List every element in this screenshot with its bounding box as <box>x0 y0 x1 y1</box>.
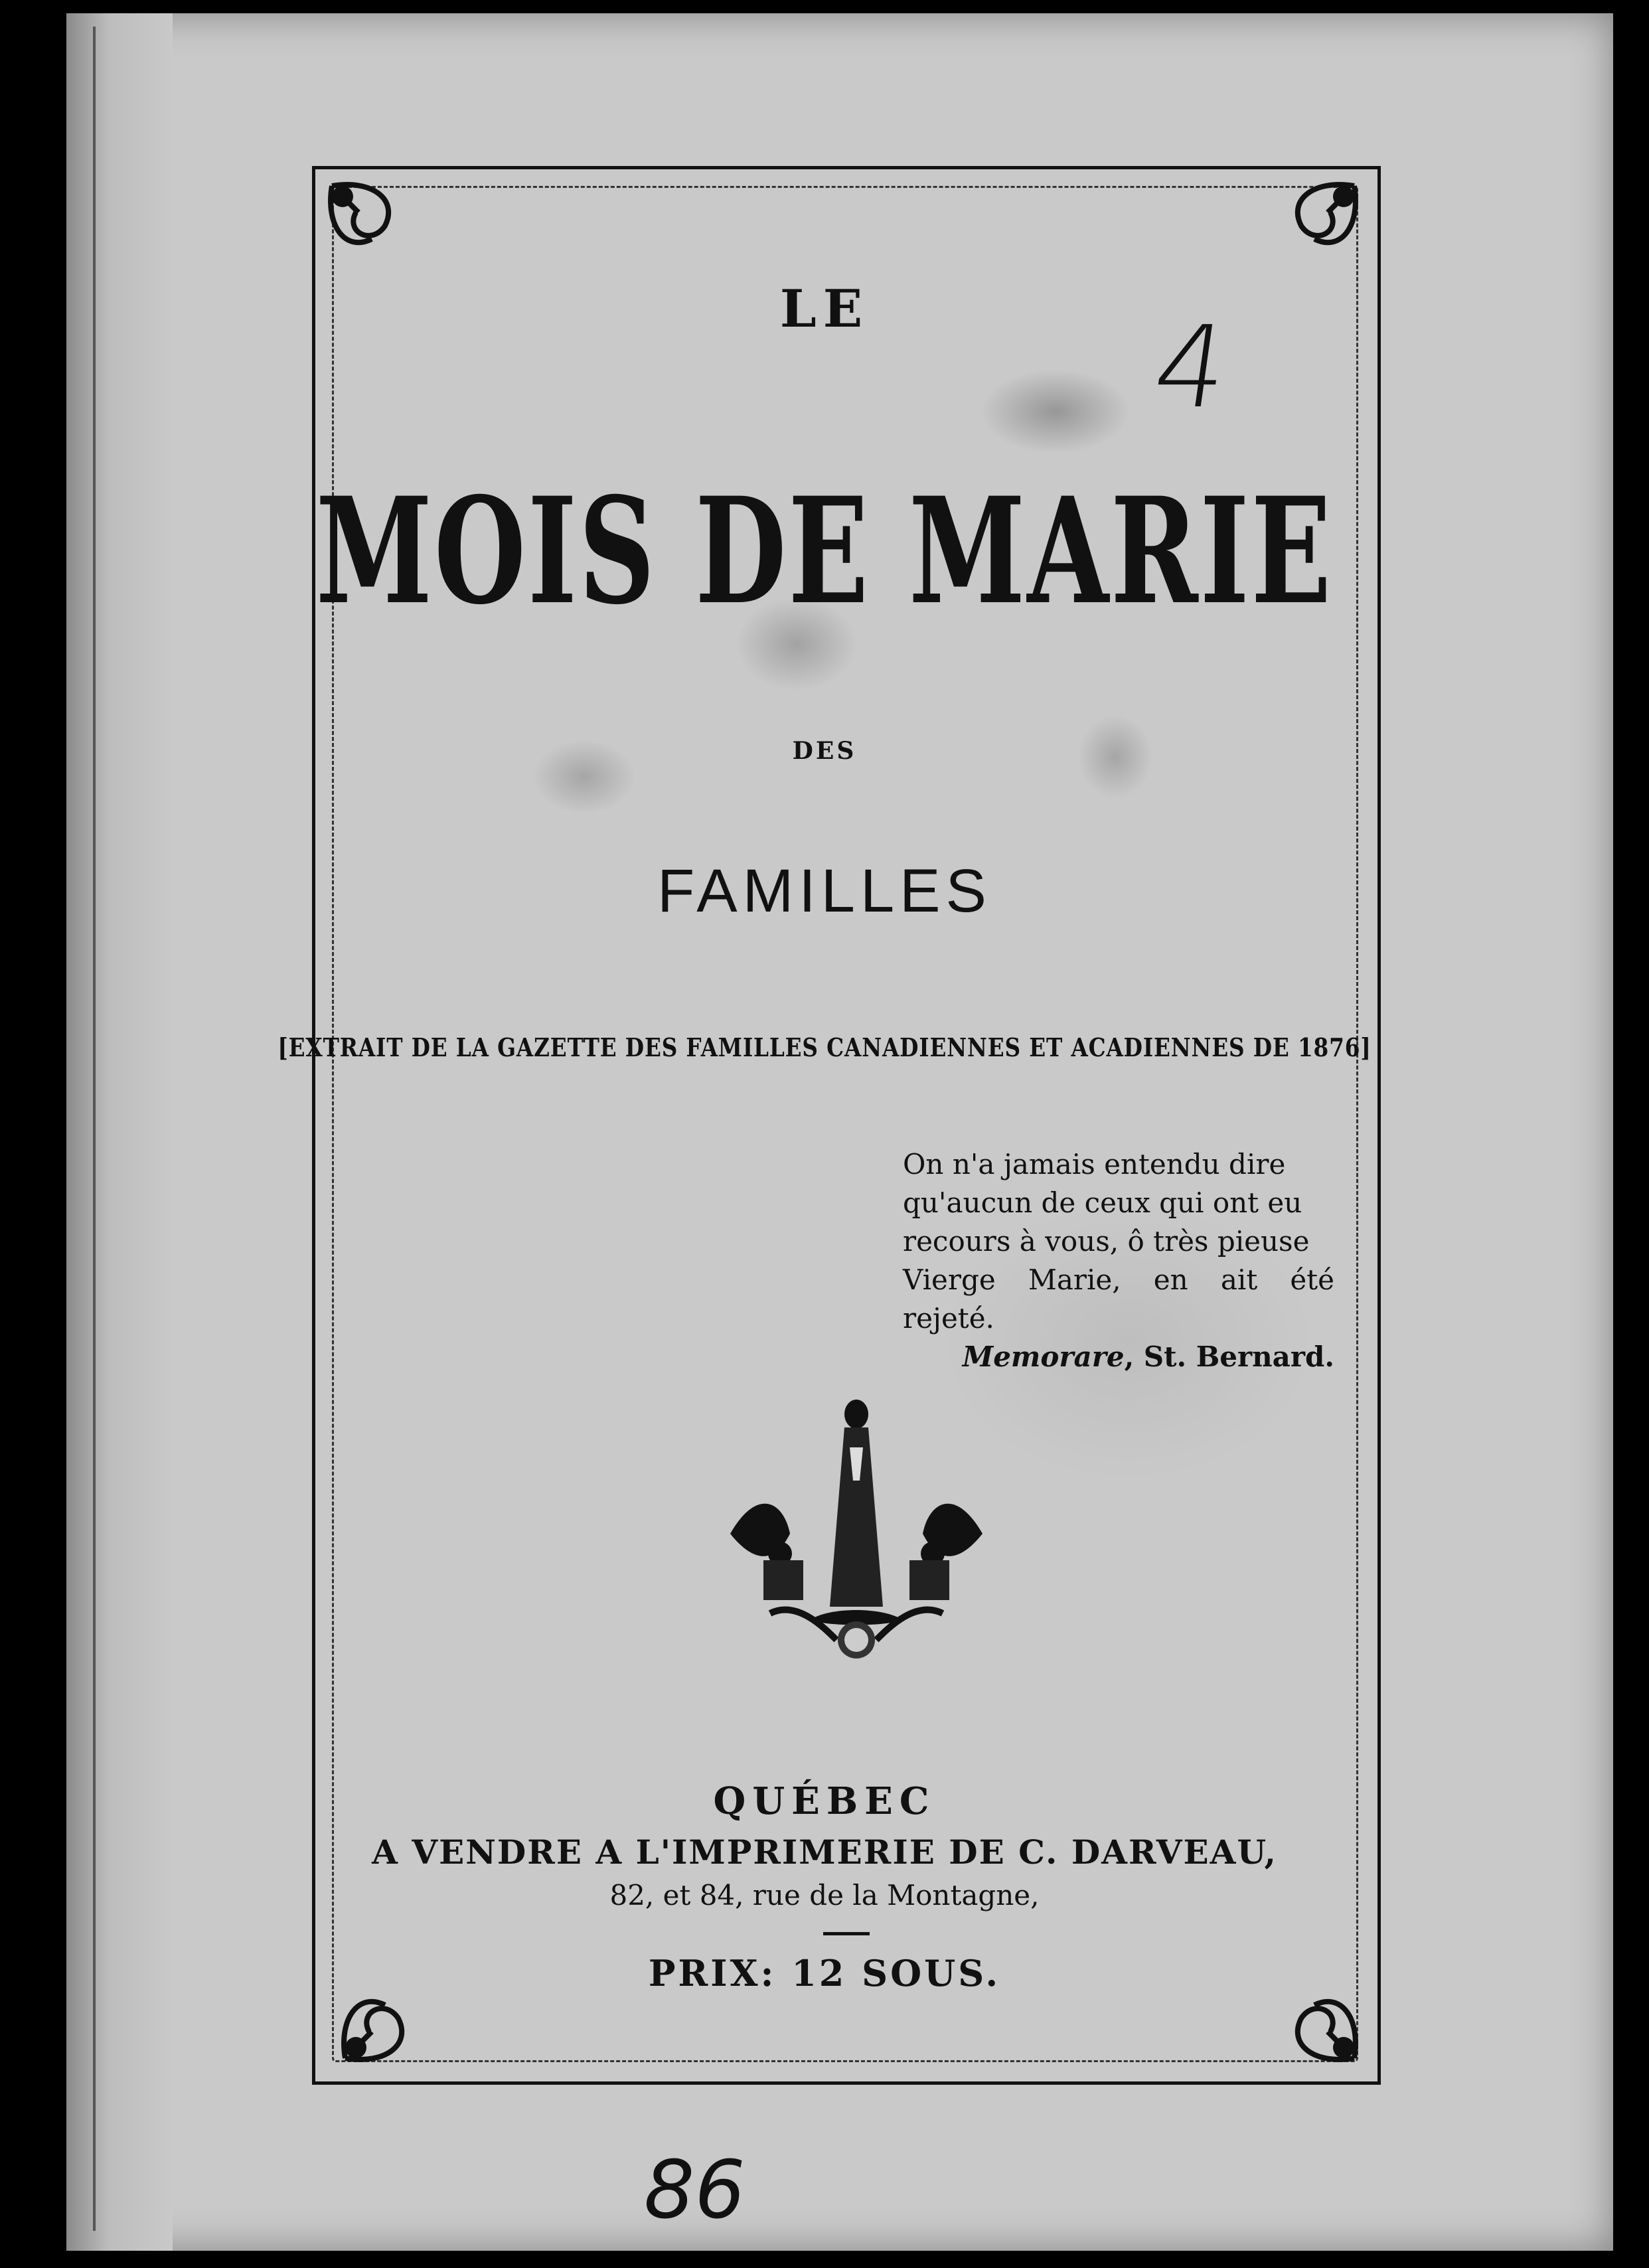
epigraph-line: On n'a jamais entendu dire <box>903 1148 1286 1180</box>
imprint-publisher: A VENDRE A L'IMPRIMERIE DE C. DARVEAU, <box>372 1832 1277 1872</box>
extract-note: [EXTRAIT DE LA GAZETTE DES FAMILLES CANADIENNES ET ACADIENNES DE 1876] <box>277 1032 1372 1062</box>
epigraph <box>903 1145 1334 1376</box>
book-spine <box>66 13 173 2251</box>
epigraph-line: recours à vous, ô très pieuse <box>903 1225 1310 1257</box>
title-le: LE <box>779 279 870 339</box>
epigraph-attribution <box>903 1338 1334 1376</box>
epigraph-source-author: , St. Bernard. <box>1124 1340 1334 1373</box>
virgin-mary-emblem-icon <box>717 1388 996 1673</box>
title-des: DES <box>792 737 857 765</box>
epigraph-line: Vierge Marie, en ait été rejeté. <box>903 1263 1334 1335</box>
handwritten-number-top: 4 <box>1146 302 1237 434</box>
handwritten-number-bottom: 86 <box>644 2145 746 2237</box>
title-familles: FAMILLES <box>657 857 992 925</box>
imprint-divider <box>823 1932 870 1935</box>
imprint-city: QUÉBEC <box>713 1779 936 1823</box>
imprint-address: 82, et 84, rue de la Montagne, <box>609 1879 1040 1911</box>
epigraph-source-work: Memorare <box>962 1340 1125 1373</box>
imprint-price: PRIX: 12 SOUS. <box>648 1952 1001 1994</box>
epigraph-line: qu'aucun de ceux qui ont eu <box>903 1186 1302 1219</box>
title-mois-de-marie: MOIS DE MARIE <box>315 465 1334 637</box>
